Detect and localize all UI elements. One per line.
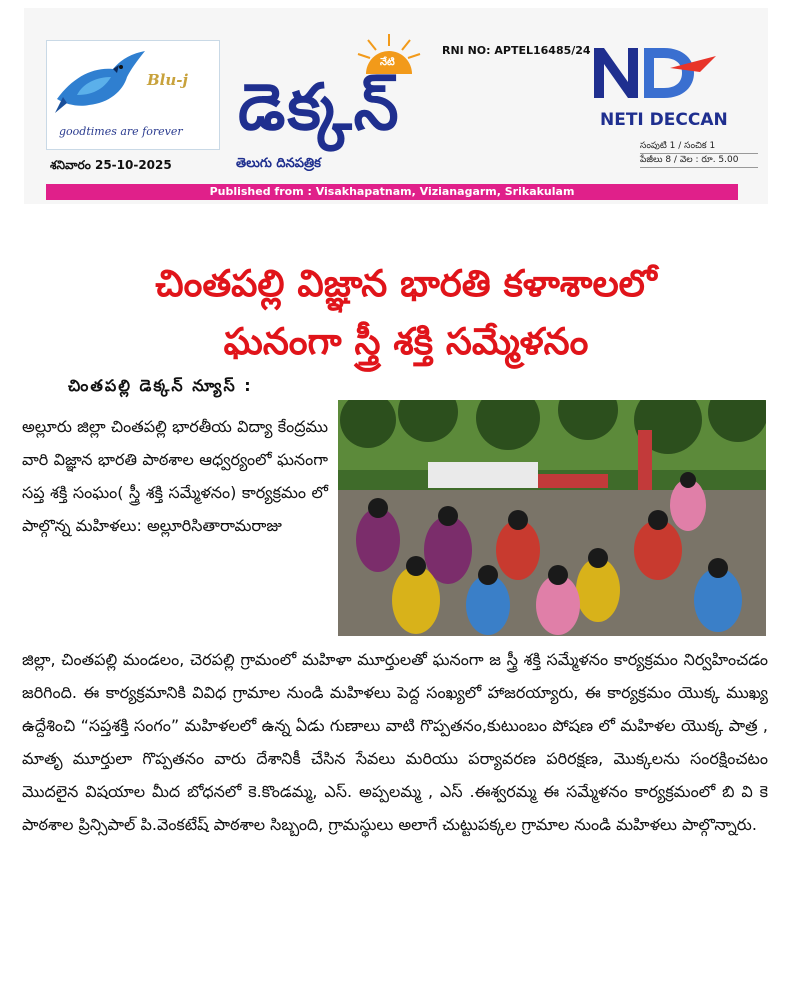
brand-logo-text: Blu-j (147, 71, 188, 89)
volume-line: సంపుటి 1 / సంచిక 1 (640, 140, 758, 154)
published-from-bar: Published from : Visakhapatnam, Vizianagarm, Srikakulam (46, 184, 738, 200)
channel-logo (590, 42, 718, 102)
bird-icon (53, 47, 149, 117)
article-headline (20, 255, 792, 371)
paper-subtitle: తెలుగు దినపత్రిక (236, 156, 321, 171)
headline-line-2: ఘనంగా స్త్రీ శక్తి సమ్మేళనం (223, 320, 589, 363)
channel-name: NETI DECCAN (600, 110, 728, 130)
article-byline: చింతపల్లి డెక్కన్ న్యూస్ : (68, 376, 253, 395)
brand-tagline: goodtimes are forever (59, 125, 183, 138)
article-column-text: అల్లూరు జిల్లా చింతపల్లి భారతీయ విద్యా కేంద్రము వారి విజ్ఞాన భారతి పాఠశాల ఆధ్వర్యంలో ఘనంగా సప్త శక్తి సంఘం( స్త్రీ శక్తి సమ్మేళనం) కార్యక్రమం లో పాల్గొన్న మహిళలు: అల్లూరిసితారామరాజు (22, 417, 328, 535)
issue-date: శనివారం 25-10-2025 (50, 158, 172, 172)
volume-info (640, 140, 758, 180)
price-line: పేజీలు 8 / వెల : రూ. 5.00 (640, 154, 758, 168)
rni-number: RNI NO: APTEL16485/24 (442, 44, 591, 57)
event-photo (338, 400, 766, 636)
masthead (24, 8, 768, 204)
headline-line-1: చింతపల్లి విజ్ఞాన భారతి కళాశాలలో (155, 262, 657, 305)
paper-name: డెక్కన్ (238, 71, 401, 145)
brand-logo (46, 40, 220, 150)
sun-label: నేటి (380, 57, 395, 68)
article-body-text: జిల్లా, చింతపల్లి మండలం, చెరపల్లి గ్రామంలో మహిళా మూర్తులతో ఘనంగా జ స్త్రీ శక్తి సమ్మేళనం కార్యక్రమం నిర్వహించడం జరిగింది. ఈ కార్యక్రమానికి వివిధ గ్రామాల నుండి మహిళలు పెద్ద సంఖ్యలో హాజరయ్యారు, ఈ కార్యక్రమం యొక్క ముఖ్య ఉద్దేశించి “సప్తశక్తి సంగం” మహిళలలో ఉన్న ఏడు గుణాలు వాటి గొప్పతనం,కుటుంబం పోషణ లో మహిళల యొక్క పాత్ర , మాతృ మూర్తులా గొప్పతనం వారు దేశానికీ చేసిన సేవలు మరియు పర్యావరణ పరిరక్షణ, మొక్కలను సంరక్షించటం మొదలైన విషయాల మీద బోధనలో కె.కొండమ్మ, ఎస్. అప్పలమ్మ , ఎస్ .ఈశ్వరమ్మ ఈ సమ్మేళనం కార్యక్రమంలో బి వి కె పాఠశాల ప్రిన్సిపాల్ పి.వెంకటేష్ పాఠశాల సిబ్బంది, గ్రామస్థులు అలాగే చుట్టుపక్కల గ్రామాల నుండి మహిళలు పాల్గొన్నారు. (22, 650, 768, 834)
